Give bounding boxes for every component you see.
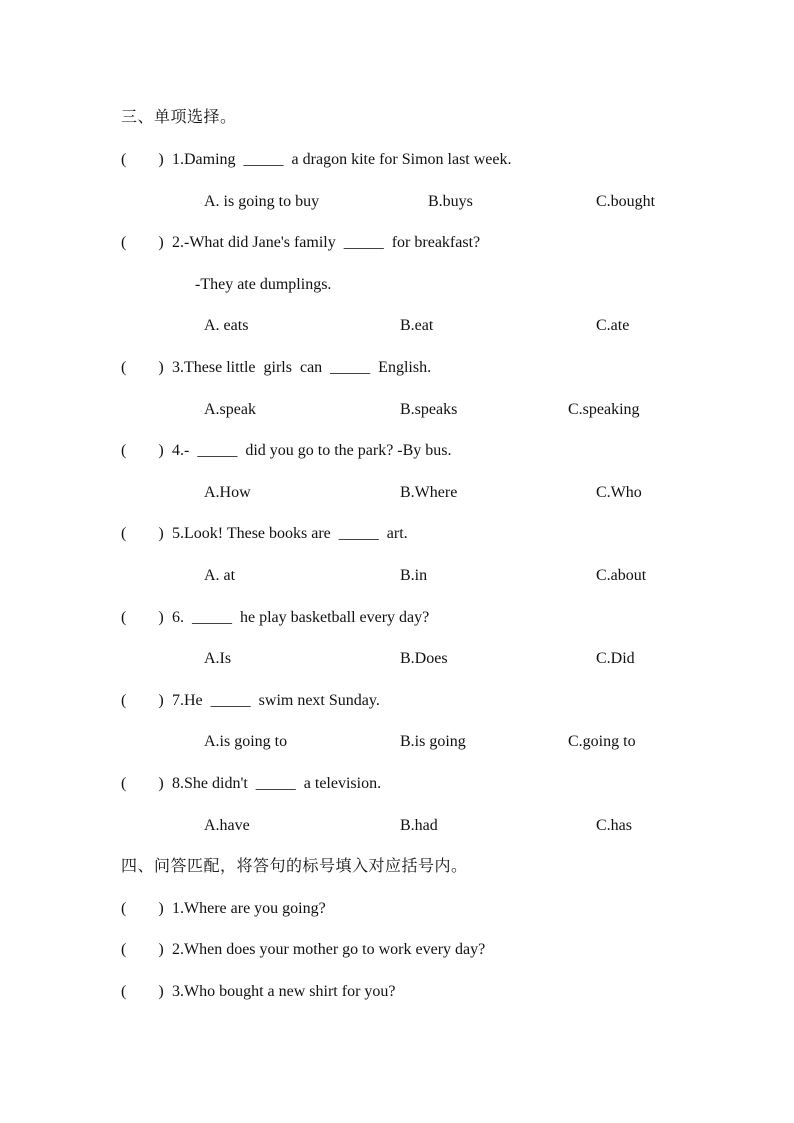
option-3-6-a: A.Is xyxy=(204,650,232,667)
option-3-1-b: B.buys xyxy=(428,193,473,210)
option-3-4-a: A.How xyxy=(204,484,251,501)
option-3-3-b: B.speaks xyxy=(400,401,458,418)
option-3-4-c: C.Who xyxy=(596,484,642,501)
answer-blank-3-4[interactable]: ( ) xyxy=(121,442,164,459)
answer-blank-4-1[interactable]: ( ) xyxy=(121,900,164,917)
answer-blank-3-8[interactable]: ( ) xyxy=(121,775,164,792)
option-3-4-b: B.Where xyxy=(400,484,458,501)
option-3-7-b: B.is going xyxy=(400,733,466,750)
answer-blank-3-6[interactable]: ( ) xyxy=(121,609,164,626)
answer-blank-4-3[interactable]: ( ) xyxy=(121,983,164,1000)
section-4-heading: 四、问答匹配，将答句的标号填入对应括号内。 xyxy=(121,858,468,875)
question-4-1: 1.Where are you going? xyxy=(172,900,326,917)
option-3-7-a: A.is going to xyxy=(204,733,288,750)
option-3-8-c: C.has xyxy=(596,817,632,834)
answer-blank-3-7[interactable]: ( ) xyxy=(121,692,164,709)
option-3-8-a: A.have xyxy=(204,817,250,834)
option-3-6-b: B.Does xyxy=(400,650,448,667)
answer-blank-4-2[interactable]: ( ) xyxy=(121,941,164,958)
question-4-3: 3.Who bought a new shirt for you? xyxy=(172,983,396,1000)
question-3-6: 6. _____ he play basketball every day? xyxy=(172,609,430,626)
option-3-6-c: C.Did xyxy=(596,650,635,667)
option-3-5-b: B.in xyxy=(400,567,428,584)
section-3-heading: 三、单项选择。 xyxy=(121,109,237,126)
option-3-2-b: B.eat xyxy=(400,317,434,334)
question-3-4: 4.- _____ did you go to the park? -By bus. xyxy=(172,442,452,459)
question-3-2: 2.-What did Jane's family _____ for breakfast? xyxy=(172,234,481,251)
answer-blank-3-2[interactable]: ( ) xyxy=(121,234,164,251)
option-3-8-b: B.had xyxy=(400,817,438,834)
option-3-2-c: C.ate xyxy=(596,317,630,334)
option-3-7-c: C.going to xyxy=(568,733,636,750)
question-3-3: 3.These little girls can _____ English. xyxy=(172,359,432,376)
option-3-1-a: A. is going to buy xyxy=(204,193,320,210)
option-3-3-c: C.speaking xyxy=(568,401,640,418)
option-3-1-c: C.bought xyxy=(596,193,656,210)
question-3-7: 7.He _____ swim next Sunday. xyxy=(172,692,380,709)
option-3-2-a: A. eats xyxy=(204,317,249,334)
question-3-5: 5.Look! These books are _____ art. xyxy=(172,525,408,542)
option-3-5-a: A. at xyxy=(204,567,236,584)
answer-blank-3-3[interactable]: ( ) xyxy=(121,359,164,376)
option-3-5-c: C.about xyxy=(596,567,647,584)
option-3-3-a: A.speak xyxy=(204,401,256,418)
answer-blank-3-1[interactable]: ( ) xyxy=(121,151,164,168)
answer-blank-3-5[interactable]: ( ) xyxy=(121,525,164,542)
question-3-1: 1.Daming _____ a dragon kite for Simon last week. xyxy=(172,151,512,168)
question-3-8: 8.She didn't _____ a television. xyxy=(172,775,382,792)
question-3-2-response: -They ate dumplings. xyxy=(195,276,332,293)
question-4-2: 2.When does your mother go to work every day? xyxy=(172,941,486,958)
